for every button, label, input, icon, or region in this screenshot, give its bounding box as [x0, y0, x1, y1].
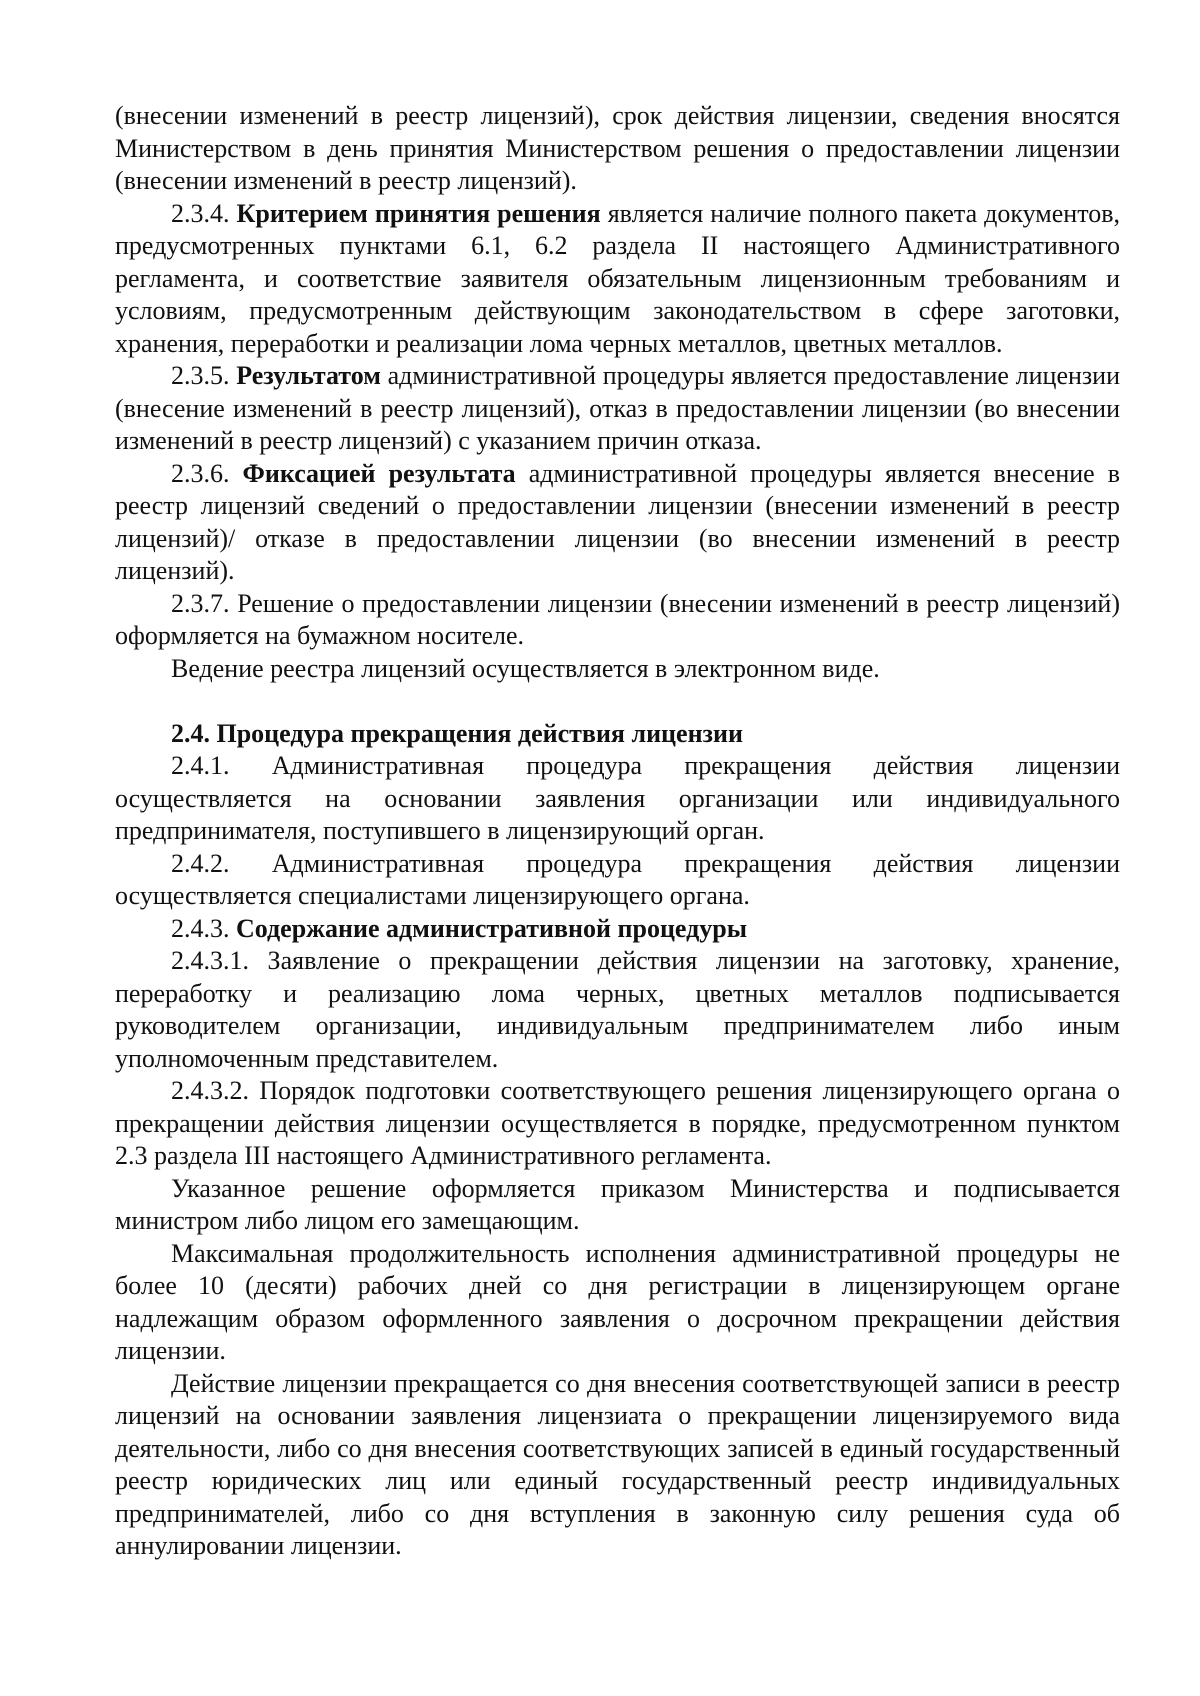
paragraph-duration: Максимальная продолжительность исполнения административной процедуры не более 10 (десяти) рабочих дней со дня регистрации в лицензирующем органе надлежащим образом оформленного заявления о досрочном прекращении действия лицензии. — [115, 1238, 1120, 1365]
paragraph-2-4-2: 2.4.2. Административная процедура прекращения действия лицензии осуществляется специалистами лицензирующего органа. — [115, 848, 1120, 910]
clause-number: 2.4.3. — [171, 913, 230, 943]
paragraph-2-4-3-2: 2.4.3.2. Порядок подготовки соответствующего решения лицензирующего органа о прекращении действия лицензии осуществляется в порядке, предусмотренном пунктом 2.3 раздела III настоящего Административного регламента. — [115, 1076, 1120, 1170]
clause-bold-term: Фиксацией результата — [242, 458, 516, 488]
clause-text: является наличие полного пакета документов, предусмотренных пунктами 6.1, 6.2 раздела II настоящего Административного регламента, и соответствие заявителя обязательным лицензионным требованиям и условиям, предусмотренным действующим законодательством в сфере заготовки, хранения, переработки и реализации лома черных металлов, цветных металлов. — [115, 198, 1120, 358]
clause-bold-term: Результатом — [236, 361, 381, 390]
paragraph-2-3-6 — [115, 458, 1120, 588]
clause-bold-term: Содержание административной процедуры — [236, 913, 748, 943]
blank-line — [115, 685, 1120, 718]
section-heading-2-4: 2.4. Процедура прекращения действия лицензии — [171, 718, 743, 748]
paragraph-2-3-4 — [115, 198, 1120, 361]
clause-text: административной процедуры является внесение в реестр лицензий сведений о предоставлении лицензии (внесении изменений в реестр лицензий)/ отказе в предоставлении лицензии (во внесении изменений в реестр лицензий). — [115, 458, 1121, 585]
paragraph-continuation: (внесении изменений в реестр лицензий), срок действия лицензии, сведения вносятся Министерством в день принятия Министерством решения о предоставлении лицензии (внесении изменений в реестр лицензий). — [115, 101, 1120, 195]
paragraph-2-4-3-1: 2.4.3.1. Заявление о прекращении действия лицензии на заготовку, хранение, переработку и реализацию лома черных, цветных металлов подписывается руководителем организации, индивидуальным предпринимателем либо иным уполномоченным представителем. — [115, 946, 1120, 1073]
paragraph-termination: Действие лицензии прекращается со дня внесения соответствующей записи в реестр лицензий на основании заявления лицензиата о прекращении лицензируемого вида деятельности, либо со дня внесения соответствующих записей в единый государственный реестр юридических лиц или единый государственный реестр индивидуальных предпринимателей, либо со дня вступления в законную силу решения суда об аннулировании лицензии. — [115, 1368, 1120, 1560]
clause-text: административной процедуры является предоставление лицензии (внесение изменений в реестр лицензий), отказ в предоставлении лицензии (во внесении изменений в реестр лицензий) с указанием причин отказа. — [115, 361, 1120, 455]
paragraph-2-4-3 — [115, 913, 1120, 946]
clause-number: 2.3.5. — [171, 361, 230, 390]
document-body — [115, 100, 1120, 1563]
clause-number: 2.3.6. — [171, 458, 230, 488]
clause-bold-term: Критерием принятия решения — [236, 198, 601, 228]
paragraph-2-3-7: 2.3.7. Решение о предоставлении лицензии (внесении изменений в реестр лицензий) оформляется на бумажном носителе. — [115, 588, 1120, 650]
paragraph-registry: Ведение реестра лицензий осуществляется в электронном виде. — [171, 653, 880, 683]
paragraph-2-3-5 — [115, 360, 1120, 458]
paragraph-2-4-1: 2.4.1. Административная процедура прекращения действия лицензии осуществляется на основании заявления организации или индивидуального предпринимателя, поступившего в лицензирующий орган. — [115, 751, 1120, 845]
clause-number: 2.3.4. — [171, 198, 230, 228]
paragraph-order: Указанное решение оформляется приказом Министерства и подписывается министром либо лицом его замещающим. — [115, 1173, 1120, 1235]
